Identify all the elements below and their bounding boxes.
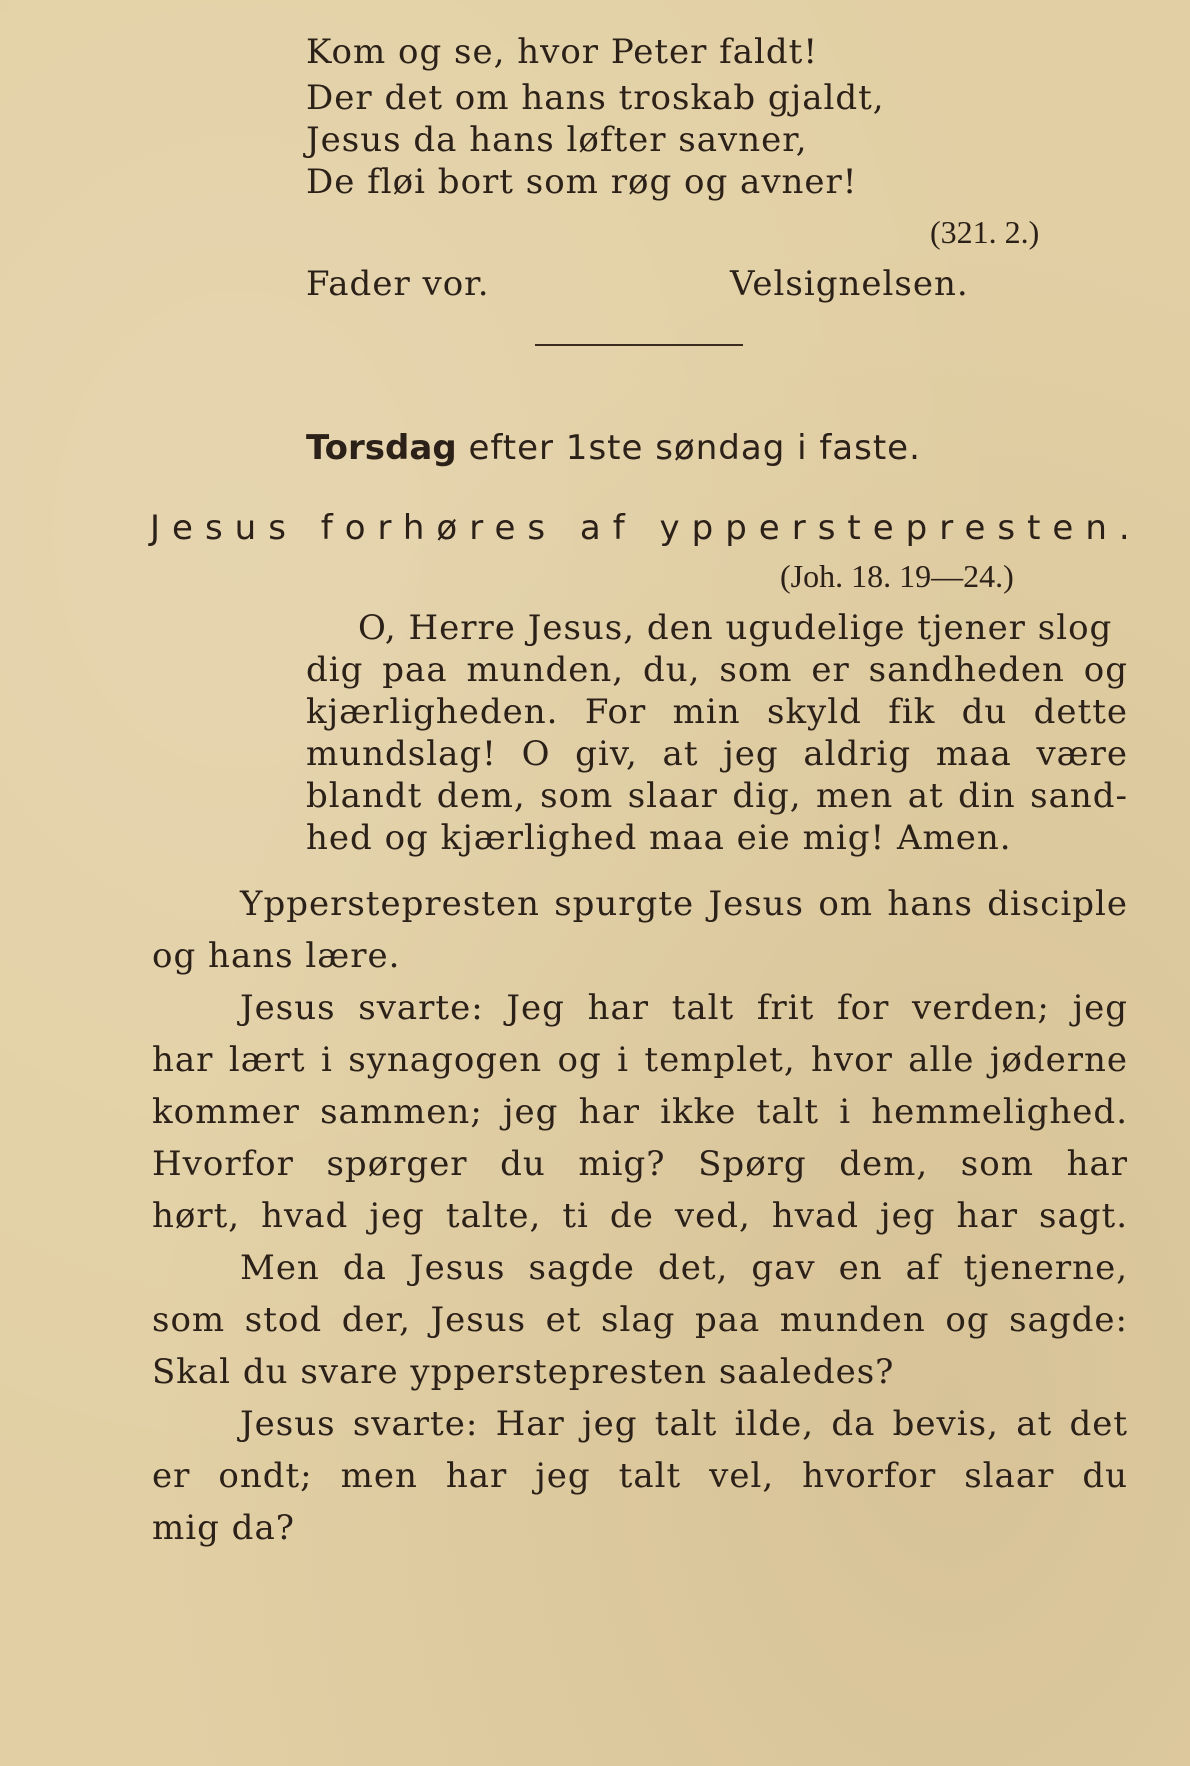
- closing-blessing-label: Velsignelsen.: [730, 264, 969, 304]
- section-heading: [306, 428, 921, 468]
- body-line: Jesus svarte: Jeg har talt frit for verden; jeg: [240, 988, 1128, 1028]
- poem-line: Kom og se, hvor Peter faldt!: [306, 32, 819, 72]
- body-line: er ondt; men har jeg talt vel, hvorfor slaar du: [152, 1456, 1128, 1496]
- prayer-line: O, Herre Jesus, den ugudelige tjener slog: [358, 608, 1113, 648]
- body-line: Hvorfor spørger du mig? Spørg dem, som har: [152, 1144, 1128, 1184]
- body-line: Jesus svarte: Har jeg talt ilde, da bevis, at det: [240, 1404, 1128, 1444]
- poem-line: De fløi bort som røg og avner!: [306, 162, 858, 202]
- body-line: som stod der, Jesus et slag paa munden og sagde:: [152, 1300, 1128, 1340]
- body-line: kommer sammen; jeg har ikke talt i hemmelighed.: [152, 1092, 1128, 1132]
- closing-prayer-label: Fader vor.: [306, 264, 490, 304]
- heading-day: Torsdag: [306, 428, 457, 468]
- prayer-line: hed og kjærlighed maa eie mig! Amen.: [306, 818, 1012, 858]
- prayer-line: blandt dem, som slaar dig, men at din sand-: [306, 776, 1128, 816]
- heading-rest: efter 1ste søndag i faste.: [468, 428, 921, 468]
- poem-line: Der det om hans troskab gjaldt,: [306, 78, 885, 118]
- body-line: Men da Jesus sagde det, gav en af tjenerne,: [240, 1248, 1128, 1288]
- prayer-line: kjærligheden. For min skyld fik du dette: [306, 692, 1128, 732]
- body-line: Skal du svare ypperstepresten saaledes?: [152, 1352, 895, 1392]
- body-line: hørt, hvad jeg talte, ti de ved, hvad jeg har sagt.: [152, 1196, 1128, 1236]
- body-line: har lært i synagogen og i templet, hvor alle jøderne: [152, 1040, 1128, 1080]
- body-line: Ypperstepresten spurgte Jesus om hans disciple: [240, 884, 1128, 924]
- section-title: Jesus forhøres af ypperstepresten.: [150, 508, 1142, 548]
- hymn-reference: (321. 2.): [930, 214, 1040, 250]
- scripture-reference: (Joh. 18. 19—24.): [780, 558, 1014, 594]
- poem-line: Jesus da hans løfter savner,: [306, 120, 808, 160]
- prayer-line: dig paa munden, du, som er sandheden og: [306, 650, 1128, 690]
- section-divider: [535, 344, 743, 346]
- body-line: og hans lære.: [152, 936, 401, 976]
- prayer-line: mundslag! O giv, at jeg aldrig maa være: [306, 734, 1128, 774]
- body-line: mig da?: [152, 1508, 295, 1548]
